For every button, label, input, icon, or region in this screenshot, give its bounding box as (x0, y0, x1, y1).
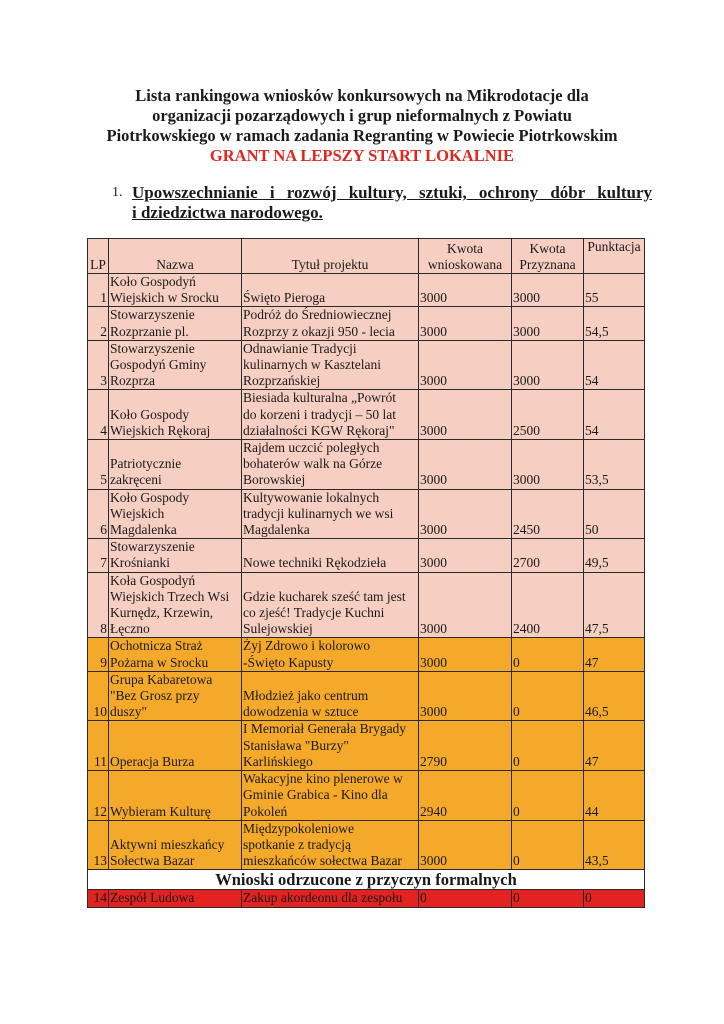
cell-line: Kurnędz, Krzewin, (110, 605, 214, 621)
cell-line: zakręceni (110, 472, 162, 488)
cell-punktacja: 55 (584, 274, 645, 307)
cell-punktacja: 54 (584, 340, 645, 390)
cell-nazwa (109, 771, 242, 821)
cell-line: Święto Pieroga (243, 290, 326, 306)
cell-line: Operacja Burza (110, 753, 195, 769)
cell-line: Karlińskiego (243, 753, 313, 769)
cell-kwota-przyznana: 0 (512, 671, 584, 721)
title-line: Piotrkowskiego w ramach zadania Regranting w Powiecie Piotrkowskim (106, 126, 618, 145)
rejected-divider-row (88, 870, 645, 890)
cell-lp: 13 (88, 820, 109, 870)
cell-tytul (242, 440, 419, 490)
table-header-row (88, 239, 645, 274)
table-row (88, 638, 645, 671)
cell-line: tradycji kulinarnych we wsi (243, 505, 394, 521)
cell-kwota-wnioskowana: 2790 (419, 721, 512, 771)
cell-line: Rozprzańskiej (243, 373, 321, 389)
cell-line: Stanisława "Burzy" (243, 737, 349, 753)
cell-line: Wiejskich Trzech Wsi (110, 588, 230, 604)
cell-line: do korzeni i tradycji – 50 lat (243, 406, 396, 422)
table-row (88, 890, 645, 907)
cell-nazwa (109, 440, 242, 490)
cell-kwota-wnioskowana: 3000 (419, 390, 512, 440)
table-row (88, 307, 645, 340)
cell-nazwa (109, 572, 242, 638)
cell-line: Młodzież jako centrum (243, 688, 369, 704)
section-number: 1. (112, 185, 123, 200)
cell-line: duszy" (110, 704, 148, 720)
cell-line: Koła Gospodyń (110, 572, 196, 588)
cell-line: mieszkańców sołectwa Bazar (243, 853, 402, 869)
cell-line: Wiejskich (110, 505, 165, 521)
title-grant-name: GRANT NA LEPSZY START LOKALNIE (209, 146, 515, 165)
cell-lp: 4 (88, 390, 109, 440)
cell-nazwa (109, 638, 242, 671)
cell-nazwa (109, 390, 242, 440)
cell-lp: 11 (88, 721, 109, 771)
cell-nazwa (109, 307, 242, 340)
header-nazwa: Nazwa (109, 239, 242, 274)
cell-line: Kultywowanie lokalnych (243, 489, 380, 505)
cell-tytul (242, 572, 419, 638)
cell-kwota-przyznana: 0 (512, 638, 584, 671)
cell-line: Wiejskich Rękoraj (110, 422, 211, 438)
cell-nazwa (109, 671, 242, 721)
cell-line: Sołectwa Bazar (110, 853, 195, 869)
cell-kwota-wnioskowana: 3000 (419, 572, 512, 638)
cell-tytul (242, 890, 419, 907)
cell-kwota-wnioskowana: 3000 (419, 307, 512, 340)
cell-kwota-przyznana: 0 (512, 771, 584, 821)
title-line: Lista rankingowa wniosków konkursowych na Mikrodotacje dla (135, 86, 589, 105)
header-kwota-wnioskowana: Kwota wnioskowana (419, 239, 512, 274)
cell-punktacja: 43,5 (584, 820, 645, 870)
cell-line: Nowe techniki Rękodzieła (243, 555, 387, 571)
cell-lp: 6 (88, 489, 109, 539)
cell-kwota-przyznana: 0 (512, 820, 584, 870)
cell-tytul (242, 489, 419, 539)
cell-line: Odnawianie Tradycji (243, 340, 357, 356)
cell-punktacja: 0 (584, 890, 645, 907)
cell-lp: 7 (88, 539, 109, 572)
cell-tytul (242, 820, 419, 870)
cell-line: Gminie Grabica - Kino dla (243, 787, 388, 803)
cell-punktacja: 54 (584, 390, 645, 440)
cell-kwota-wnioskowana: 2940 (419, 771, 512, 821)
cell-kwota-przyznana: 0 (512, 890, 584, 907)
cell-line: Gospodyń Gminy (110, 357, 207, 373)
table-row (88, 820, 645, 870)
table-row (88, 390, 645, 440)
cell-kwota-wnioskowana: 3000 (419, 539, 512, 572)
cell-line: Wybieram Kulturę (110, 803, 211, 819)
cell-line: I Memoriał Generała Brygady (243, 721, 407, 737)
cell-line: Żyj Zdrowo i kolorowo (243, 638, 371, 654)
header-lp: LP (88, 239, 109, 274)
cell-kwota-przyznana: 3000 (512, 440, 584, 490)
cell-line: Rozprza (110, 373, 155, 389)
cell-kwota-przyznana: 3000 (512, 274, 584, 307)
cell-punktacja: 47,5 (584, 572, 645, 638)
document-title (60, 86, 664, 166)
cell-kwota-wnioskowana: 3000 (419, 671, 512, 721)
header-kwota-przyznana: Kwota Przyznana (512, 239, 584, 274)
cell-nazwa (109, 340, 242, 390)
cell-punktacja: 53,5 (584, 440, 645, 490)
cell-line: kulinarnych w Kasztelani (243, 357, 381, 373)
cell-kwota-wnioskowana: 3000 (419, 340, 512, 390)
cell-line: Zakup akordeonu dla zespołu (243, 890, 403, 906)
header-punktacja: Punktacja (584, 239, 645, 274)
cell-line: działalności KGW Rękoraj" (243, 422, 395, 438)
cell-lp: 2 (88, 307, 109, 340)
cell-tytul (242, 671, 419, 721)
cell-line: Stowarzyszenie (110, 539, 195, 555)
cell-punktacja: 46,5 (584, 671, 645, 721)
cell-line: Podróż do Średniowiecznej (243, 307, 392, 323)
rejected-heading: Wnioski odrzucone z przyczyn formalnych (88, 870, 645, 890)
cell-punktacja: 50 (584, 489, 645, 539)
table-row (88, 771, 645, 821)
title-line: organizacji pozarządowych i grup nieformalnych z Powiatu (152, 106, 572, 125)
cell-kwota-wnioskowana: 3000 (419, 274, 512, 307)
cell-line: Sulejowskiej (243, 621, 313, 637)
cell-tytul (242, 390, 419, 440)
cell-line: Grupa Kabaretowa (110, 671, 213, 687)
cell-punktacja: 47 (584, 638, 645, 671)
cell-line: Pokoleń (243, 803, 288, 819)
cell-line: Stowarzyszenie (110, 307, 195, 323)
cell-punktacja: 47 (584, 721, 645, 771)
cell-nazwa (109, 274, 242, 307)
cell-line: Pożarna w Srocku (110, 654, 209, 670)
cell-lp: 10 (88, 671, 109, 721)
cell-line: Magdalenka (243, 522, 310, 538)
cell-line: Krośnianki (110, 555, 170, 571)
cell-tytul (242, 539, 419, 572)
cell-line: Rozprzanie pl. (110, 323, 189, 339)
cell-lp: 5 (88, 440, 109, 490)
cell-line: Łęczno (110, 621, 150, 637)
table-row (88, 489, 645, 539)
cell-nazwa (109, 820, 242, 870)
cell-punktacja: 54,5 (584, 307, 645, 340)
cell-punktacja: 49,5 (584, 539, 645, 572)
cell-line: co zjeść! Tradycje Kuchni (243, 605, 385, 621)
table-row (88, 340, 645, 390)
cell-line: Aktywni mieszkańcy (110, 836, 225, 852)
cell-kwota-przyznana: 2500 (512, 390, 584, 440)
section-title-line: i dziedzictwa narodowego. (132, 203, 323, 222)
cell-lp: 12 (88, 771, 109, 821)
table-row (88, 539, 645, 572)
cell-tytul (242, 721, 419, 771)
cell-kwota-przyznana: 2400 (512, 572, 584, 638)
cell-kwota-przyznana: 3000 (512, 340, 584, 390)
cell-line: Koło Gospody (110, 406, 190, 422)
cell-nazwa (109, 539, 242, 572)
table-row (88, 721, 645, 771)
cell-kwota-przyznana: 0 (512, 721, 584, 771)
table-row (88, 671, 645, 721)
cell-nazwa (109, 721, 242, 771)
cell-line: Biesiada kulturalna „Powrót (243, 390, 396, 406)
cell-line: Rozprzy z okazji 950 - lecia (243, 323, 395, 339)
cell-line: Gdzie kucharek sześć tam jest (243, 588, 406, 604)
cell-kwota-wnioskowana: 3000 (419, 820, 512, 870)
cell-line: Wakacyjne kino plenerowe w (243, 771, 403, 787)
cell-kwota-przyznana: 3000 (512, 307, 584, 340)
table-row (88, 572, 645, 638)
header-tytul: Tytuł projektu (242, 239, 419, 274)
cell-line: Magdalenka (110, 522, 177, 538)
cell-kwota-przyznana: 2450 (512, 489, 584, 539)
cell-line: -Święto Kapusty (243, 654, 334, 670)
cell-kwota-wnioskowana: 3000 (419, 440, 512, 490)
cell-line: "Bez Grosz przy (110, 688, 200, 704)
cell-nazwa (109, 890, 242, 907)
cell-kwota-wnioskowana: 3000 (419, 489, 512, 539)
cell-line: Rajdem uczcić poległych (243, 440, 380, 456)
cell-line: Zespół Ludowa (110, 890, 195, 906)
cell-kwota-wnioskowana: 3000 (419, 638, 512, 671)
cell-tytul (242, 274, 419, 307)
cell-line: spotkanie z tradycją (243, 836, 351, 852)
cell-line: Koło Gospody (110, 489, 190, 505)
section-title-line: Upowszechnianie i rozwój kultury, sztuki, ochrony dóbr kultury (132, 183, 652, 202)
cell-lp: 8 (88, 572, 109, 638)
cell-lp: 14 (88, 890, 109, 907)
cell-tytul (242, 771, 419, 821)
cell-line: dowodzenia w sztuce (243, 704, 359, 720)
cell-kwota-przyznana: 2700 (512, 539, 584, 572)
cell-line: Międzypokoleniowe (243, 820, 354, 836)
cell-line: Patriotycznie (110, 456, 182, 472)
cell-lp: 1 (88, 274, 109, 307)
cell-punktacja: 44 (584, 771, 645, 821)
table-row (88, 440, 645, 490)
cell-nazwa (109, 489, 242, 539)
cell-lp: 3 (88, 340, 109, 390)
cell-line: Koło Gospodyń (110, 274, 196, 289)
cell-line: Borowskiej (243, 472, 306, 488)
table-row (88, 274, 645, 307)
cell-lp: 9 (88, 638, 109, 671)
cell-tytul (242, 307, 419, 340)
ranking-table (87, 238, 645, 908)
cell-line: bohaterów walk na Górze (243, 456, 383, 472)
cell-line: Wiejskich w Srocku (110, 290, 219, 306)
cell-kwota-wnioskowana: 0 (419, 890, 512, 907)
cell-line: Stowarzyszenie (110, 340, 195, 356)
cell-tytul (242, 638, 419, 671)
cell-tytul (242, 340, 419, 390)
cell-line: Ochotnicza Straż (110, 638, 203, 654)
